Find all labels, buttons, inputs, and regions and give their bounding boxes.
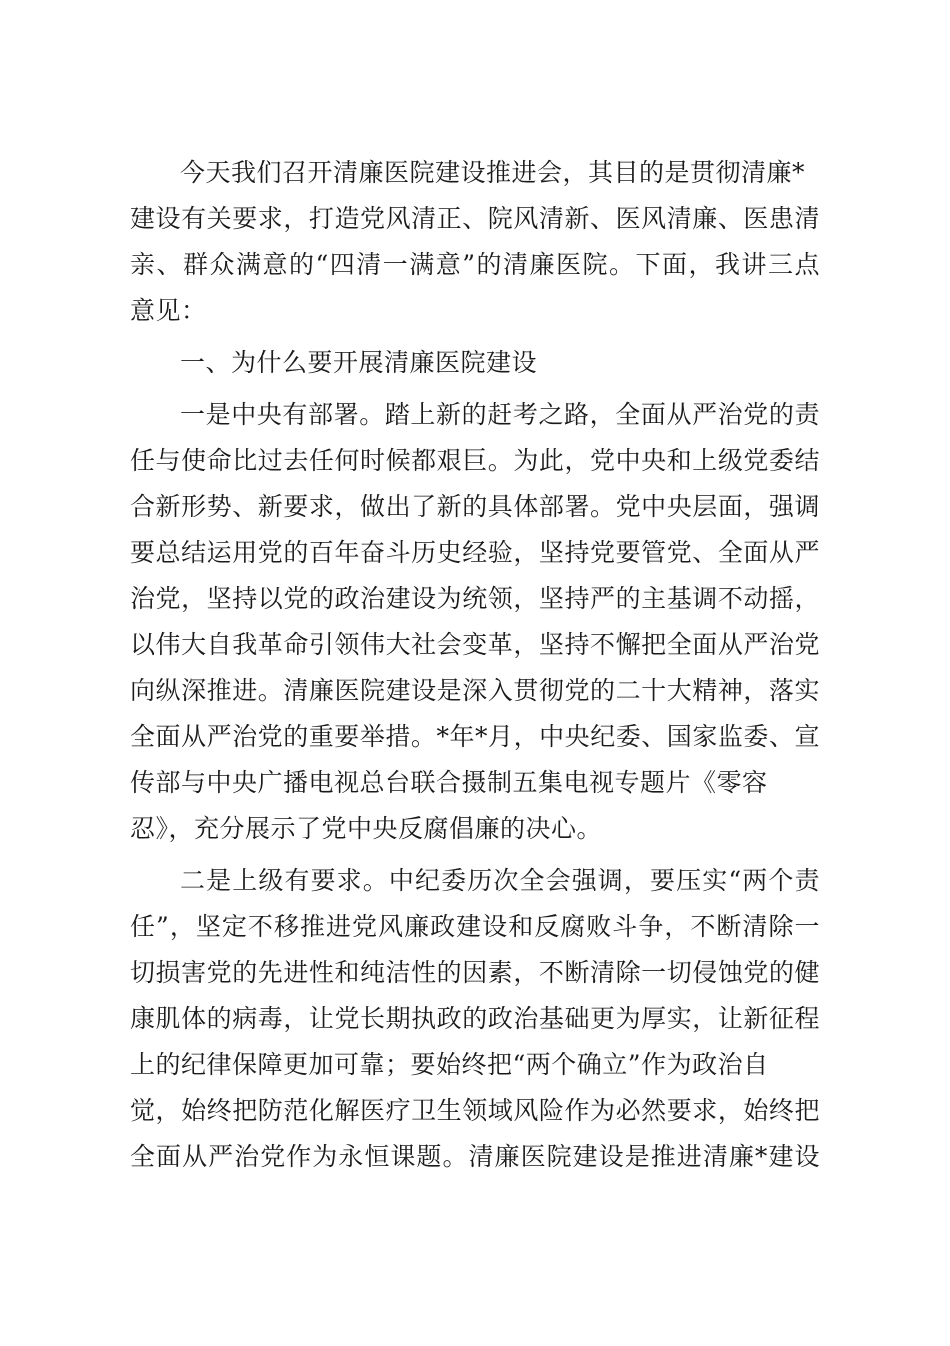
section-heading: 一、为什么要开展清廉医院建设 xyxy=(180,348,538,377)
paragraph-line: 建设有关要求，打造党风清正、院风清新、医风清廉、医患清 xyxy=(130,204,820,233)
paragraph-line: 康肌体的病毒，让党长期执政的政治基础更为厚实，让新征程 xyxy=(130,1004,820,1033)
paragraph-line: 二是上级有要求。中纪委历次全会强调，要压实“两个责 xyxy=(180,866,820,895)
paragraph-line: 切损害党的先进性和纯洁性的因素，不断清除一切侵蚀党的健 xyxy=(130,958,820,987)
paragraph-line: 意见： xyxy=(130,296,207,325)
paragraph-line: 任与使命比过去任何时候都艰巨。为此，党中央和上级党委结 xyxy=(130,446,820,475)
paragraph-line: 合新形势、新要求，做出了新的具体部署。党中央层面，强调 xyxy=(130,492,820,521)
paragraph-line: 治党，坚持以党的政治建设为统领，坚持严的主基调不动摇， xyxy=(130,584,820,613)
paragraph-line: 今天我们召开清廉医院建设推进会，其目的是贯彻清廉* xyxy=(180,158,806,187)
paragraph-line: 向纵深推进。清廉医院建设是深入贯彻党的二十大精神，落实 xyxy=(130,676,820,705)
paragraph-line: 全面从严治党作为永恒课题。清廉医院建设是推进清廉*建设 xyxy=(130,1142,820,1171)
paragraph-line: 以伟大自我革命引领伟大社会变革，坚持不懈把全面从严治党 xyxy=(130,630,820,659)
paragraph-line: 亲、群众满意的“四清一满意”的清廉医院。下面，我讲三点 xyxy=(130,250,820,279)
document-body xyxy=(130,150,820,1180)
paragraph-line: 上的纪律保障更加可靠；要始终把“两个确立”作为政治自 xyxy=(130,1050,769,1079)
paragraph-line: 全面从严治党的重要举措。*年*月，中央纪委、国家监委、宣 xyxy=(130,722,820,751)
paragraph-line: 传部与中央广播电视总台联合摄制五集电视专题片《零容 xyxy=(130,768,768,797)
paragraph-line: 要总结运用党的百年奋斗历史经验，坚持党要管党、全面从严 xyxy=(130,538,820,567)
paragraph-line: 忍》，充分展示了党中央反腐倡廉的决心。 xyxy=(130,814,603,843)
paragraph-line: 一是中央有部署。踏上新的赶考之路，全面从严治党的责 xyxy=(180,400,820,429)
paragraph-line: 任”，坚定不移推进党风廉政建设和反腐败斗争，不断清除一 xyxy=(130,912,820,941)
paragraph-line: 觉，始终把防范化解医疗卫生领域风险作为必然要求，始终把 xyxy=(130,1096,820,1125)
